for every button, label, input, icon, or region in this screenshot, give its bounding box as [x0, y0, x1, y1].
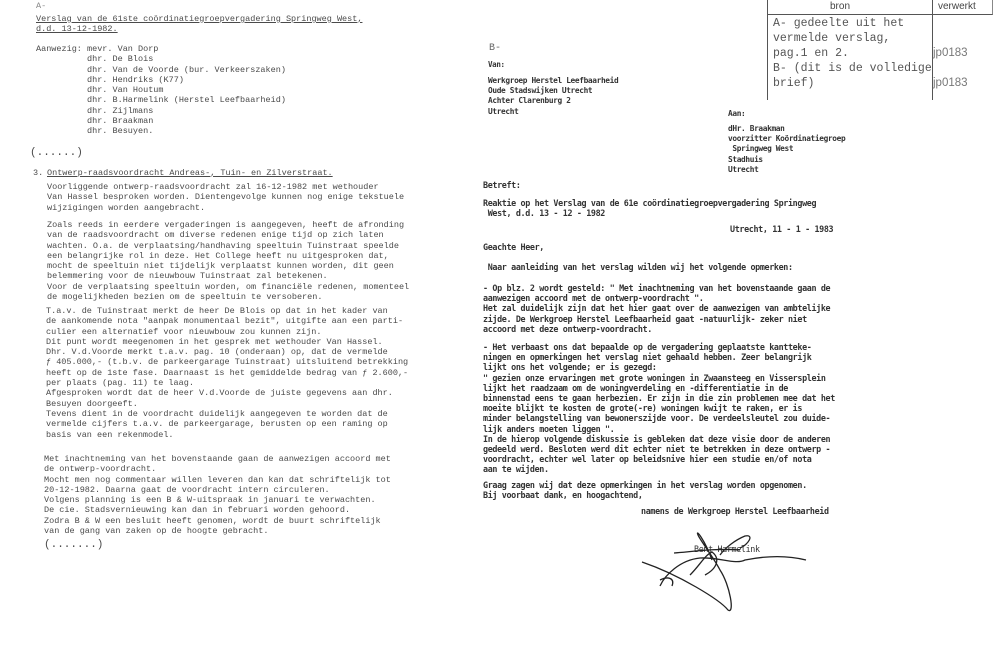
- text-line: wijzigingen worden aangebracht.: [47, 202, 206, 213]
- text-line: d.d. 13-12-1982.: [36, 24, 118, 35]
- text-line: - Het verbaast ons dat bepaalde op de vergadering geplaatste kantteke-: [483, 342, 812, 352]
- text-line: de ontwerp-voordracht.: [44, 464, 157, 475]
- text-line: moeite blijkt te kosten de grote(-re) woningen kwijt te raken, er is: [483, 403, 803, 414]
- text-line: wachten. O.a. de verplaatsing/handhaving speeltuin Tuinstraat speelde: [47, 240, 399, 251]
- text-line: de mogelijkheden bezien om de speeltuin te versoberen.: [47, 292, 323, 303]
- text-line: aan te wijden.: [483, 464, 549, 475]
- text-line: Besuyen doorgeeft.: [46, 398, 138, 409]
- text-line: Met inachtneming van het bovenstaande gaan de aanwezigen accoord met: [44, 454, 391, 464]
- text-line: heeft op de 1ste fase. Daarnaast is het gemiddelde bedrag van ƒ 2.600,-: [46, 367, 409, 378]
- text-line: dhr. De Blois: [87, 54, 154, 65]
- text-line: van de gang van zaken op de hoogte gebracht.: [44, 526, 269, 537]
- text-line: accoord met deze ontwerp-voordracht.: [483, 323, 652, 334]
- text-line: culier een alternatief voor nieuwbouw zou kunnen zijn.: [46, 326, 322, 337]
- text-line: " gezien onze ervaringen met grote woningen in Zwaansteeg en Vissersplein: [483, 372, 826, 383]
- place-date: Utrecht, 11 - 1 - 1983: [730, 224, 834, 234]
- text-line: Werkgroep Herstel Leefbaarheid: [488, 76, 619, 85]
- processed-code: jp0183: [933, 47, 968, 59]
- text-line: ningen en opmerkingen het verslag niet gehaald hebben. Zeer belangrijk: [483, 352, 812, 363]
- item-title: Ontwerp-raadsvoordracht Andreas-, Tuin- en Zilverstraat.: [47, 168, 333, 178]
- text-line: Zodra B & W een besluit heeft genomen, wordt de buurt schriftelijk: [44, 515, 381, 526]
- text-line: B- (dit is de volledige: [773, 62, 932, 75]
- doc-a-label: A-: [36, 1, 47, 11]
- text-line: dhr. B.Harmelink (Herstel Leefbaarheid): [87, 95, 286, 106]
- text-line: gedeeld werd. Besloten werd dit echter niet te betrekken in deze ontwerp -: [483, 444, 831, 455]
- text-line: de aankomende nota "aanpak monumentaal bezit", uitgifte aan een parti-: [46, 316, 404, 327]
- text-line: voorzitter Koördinatiegroep: [728, 134, 846, 144]
- text-line: Van Hassel besproken worden. Dientengevolge kunnen nog enige tekstuele: [47, 192, 405, 203]
- text-line: Stadhuis: [728, 154, 763, 164]
- text-line: voordracht, echter wel later op beleidsnive hier een studie en/of nota: [483, 454, 812, 465]
- header-source: bron: [830, 1, 851, 12]
- text-line: ƒ 405.000,- (t.b.v. de parkeergarage Tuinstraat) uitsluitend betrekking: [46, 357, 409, 368]
- salutation: Geachte Heer,: [483, 242, 544, 252]
- text-line: brief): [773, 77, 815, 90]
- text-line: lijk anders moeten liggen ".: [483, 423, 615, 434]
- text-line: Dhr. V.d.Voorde merkt t.a.v. pag. 10 (onderaan) op, dat de vermelde: [46, 347, 388, 358]
- text-line: Bij voorbaat dank, en hoogachtend,: [483, 490, 643, 501]
- text-line: dhr. Braakman: [87, 116, 154, 127]
- text-line: dhr. Zijlmans: [87, 105, 154, 116]
- item-number: 3.: [33, 168, 44, 178]
- text-line: Voorliggende ontwerp-raadsvoordracht zal 16-12-1982 met wethouder: [47, 182, 379, 192]
- text-line: Dit punt wordt meegenomen in het gesprek met wethouder Van Hassel.: [46, 336, 383, 347]
- text-line: Tevens dient in de voordracht duidelijk aangegeven te worden dat de: [46, 408, 388, 419]
- text-line: dhr. Hendriks (K77): [87, 74, 184, 85]
- text-line: Utrecht: [728, 164, 759, 174]
- text-line: Springweg West: [728, 144, 794, 154]
- text-line: een belangrijke rol in deze. Het College heeft nu uitgesproken dat,: [47, 250, 389, 261]
- ellipsis-omission: (......): [30, 147, 83, 159]
- text-line: zijde. De Werkgroep Herstel Leefbaarheid gaat -natuurlijk- zeker niet: [483, 313, 807, 324]
- from-label: Van:: [488, 60, 505, 69]
- text-line: aanwezigen accoord met de ontwerp-voordracht ".: [483, 293, 704, 304]
- text-line: De cie. Stadsvernieuwing kan dan in februari worden gehoord.: [44, 505, 351, 516]
- text-line: mocht de speeltuin niet tijdelijk verplaatst kunnen worden, dit geen: [47, 261, 394, 272]
- text-line: Het zal duidelijk zijn dat het hier gaat over de aanwezigen van ambtelijke: [483, 303, 831, 314]
- text-line: Zoals reeds in eerdere vergaderingen is aangegeven, heeft de afronding: [47, 220, 405, 230]
- text-line: Utrecht: [488, 106, 519, 116]
- text-line: Oude Stadswijken Utrecht: [488, 86, 593, 96]
- text-line: Afgesproken wordt dat de heer V.d.Voorde de juiste gegevens aan dhr.: [46, 388, 393, 399]
- text-line: Achter Clarenburg 2: [488, 96, 571, 106]
- text-line: minder belangstelling van bewonerszijde voor. De verdeelsleutel zou duide-: [483, 413, 831, 424]
- text-line: Volgens planning is een B & W-uitspraak in januari te verwachten.: [44, 495, 376, 506]
- text-line: lijkt ons het volgende; er is gezegd:: [483, 362, 657, 373]
- signatory-name: Bent Harmelink: [694, 544, 760, 554]
- text-line: basis van een rekenmodel.: [46, 429, 174, 440]
- text-line: vermelde verslag,: [773, 32, 891, 45]
- text-line: A- gedeelte uit het: [773, 17, 905, 30]
- text-line: West, d.d. 13 - 12 - 1982: [483, 208, 605, 219]
- present-label: Aanwezig:: [36, 44, 82, 54]
- text-line: dhr. Van de Voorde (bur. Verkeerszaken): [87, 64, 286, 75]
- on-behalf: namens de Werkgroep Herstel Leefbaarheid: [641, 506, 829, 516]
- ellipsis-omission: (.......): [44, 539, 104, 551]
- text-line: van de raadsvoordracht om diverse redenen enige tijd op zich laten: [47, 230, 384, 241]
- text-line: T.a.v. de Tuinstraat merkt de heer De Blois op dat in het kader van: [46, 306, 388, 316]
- text-line: lijkt het raadzaam om de woningverdeling en -differentiatie in de: [483, 382, 788, 393]
- text-line: Verslag van de 61ste coördinatiegroepvergadering Springweg West,: [36, 14, 363, 24]
- text-line: 20-12-1982. Daarna gaat de voordracht intern circuleren.: [44, 484, 330, 495]
- text-line: Graag zagen wij dat deze opmerkingen in het verslag worden opgenomen.: [483, 480, 807, 490]
- text-line: vermelde cijfers t.a.v. de parkeergarage, berusten op een raming op: [46, 419, 388, 430]
- subject-label: Betreft:: [483, 180, 521, 190]
- text-line: Voor de verplaatsing speeltuin worden, om financiële redenen, momenteel: [47, 281, 410, 292]
- text-line: per plaats (pag. 11) te laag.: [46, 378, 194, 389]
- text-line: - Op blz. 2 wordt gesteld: " Met inachtneming van het bovenstaande gaan de: [483, 283, 831, 293]
- text-line: binnenstad eens te gaan herbezien. Er zijn in die zin problemen mee dat het: [483, 393, 835, 404]
- text-line: dHr. Braakman: [728, 124, 785, 133]
- text-line: dhr. Van Houtum: [87, 85, 164, 96]
- processed-code: jp0183: [933, 77, 968, 89]
- text-line: In de hierop volgende diskussie is gebleken dat deze visie door de anderen: [483, 433, 831, 444]
- text-line: Mocht men nog commentaar willen leveren dan kan dat schriftelijk tot: [44, 474, 391, 485]
- text-line: dhr. Besuyen.: [87, 126, 154, 137]
- to-label: Aan:: [728, 109, 746, 118]
- intro: Naar aanleiding van het verslag wilden wij het volgende opmerken:: [483, 262, 793, 272]
- doc-b-label: B-: [489, 43, 502, 54]
- header-processed: verwerkt: [938, 1, 976, 12]
- text-line: belemmering voor de nieuwbouw Tuinstraat zal betekenen.: [47, 271, 328, 282]
- text-line: Reaktie op het Verslag van de 61e coördinatiegroepvergadering Springweg: [483, 198, 817, 208]
- text-line: pag.1 en 2.: [773, 47, 849, 60]
- text-line: mevr. Van Dorp: [87, 44, 159, 54]
